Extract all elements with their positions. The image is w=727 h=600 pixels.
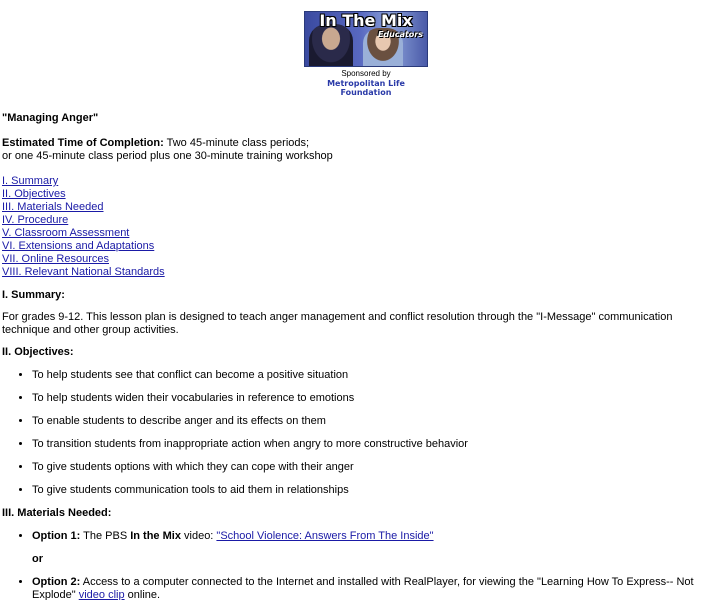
lesson-content bbox=[2, 112, 720, 600]
objective-item: • To enable students to describe anger and its effects on them bbox=[32, 415, 720, 428]
option2-label: Option 2: bbox=[32, 576, 81, 588]
option1-label: Option 1: bbox=[32, 530, 81, 542]
table-of-contents bbox=[2, 175, 720, 279]
school-violence-video-link[interactable]: "School Violence: Answers From The Inside" bbox=[216, 530, 434, 542]
logo-subtitle: Educators bbox=[377, 30, 423, 39]
objective-item: • To give students communication tools to aid them in relationships bbox=[32, 484, 720, 497]
objective-item: • To help students see that conflict can become a positive situation bbox=[32, 369, 720, 382]
sponsor-logo[interactable] bbox=[304, 79, 428, 97]
sponsor-name-line1: Metropolitan Life bbox=[327, 79, 405, 88]
header-banner bbox=[304, 11, 428, 97]
time-estimate bbox=[2, 137, 720, 163]
time-value-2: or one 45-minute class period plus one 30-minute training workshop bbox=[2, 150, 333, 162]
materials-list bbox=[2, 530, 720, 543]
material-option-2 bbox=[32, 576, 720, 600]
toc-link-online-resources[interactable]: VII. Online Resources bbox=[2, 253, 109, 265]
toc-link-procedure[interactable]: IV. Procedure bbox=[2, 214, 69, 226]
option2-text: Access to a computer connected to the Internet and installed with RealPlayer, for viewing the "Learning How To Express-- Not Explode" bbox=[32, 576, 694, 600]
toc-link-materials[interactable]: III. Materials Needed bbox=[2, 201, 104, 213]
material-option-1 bbox=[32, 530, 720, 543]
summary-heading: I. Summary: bbox=[2, 289, 65, 301]
toc-link-objectives[interactable]: II. Objectives bbox=[2, 188, 66, 200]
toc-link-standards[interactable]: VIII. Relevant National Standards bbox=[2, 266, 165, 278]
video-clip-link[interactable]: video clip bbox=[78, 589, 125, 600]
objectives-heading: II. Objectives: bbox=[2, 346, 74, 358]
student-photo-left bbox=[309, 24, 353, 66]
sponsor-name-line2: Foundation bbox=[340, 88, 392, 97]
objective-item: • To help students widen their vocabularies in reference to emotions bbox=[32, 392, 720, 405]
option1-mid: video: bbox=[180, 530, 217, 542]
objective-item: • To transition students from inappropriate action when angry to more constructive behavior bbox=[32, 438, 720, 451]
toc-link-extensions[interactable]: VI. Extensions and Adaptations bbox=[2, 240, 155, 252]
objective-item: • To give students options with which they can cope with their anger bbox=[32, 461, 720, 474]
materials-list-2 bbox=[2, 576, 720, 600]
toc-link-summary[interactable]: I. Summary bbox=[2, 175, 59, 187]
sponsored-by-label: Sponsored by bbox=[341, 69, 391, 78]
in-the-mix-logo[interactable] bbox=[304, 11, 428, 67]
option1-pre: The PBS bbox=[80, 530, 131, 542]
materials-heading: III. Materials Needed: bbox=[2, 507, 112, 519]
summary-text: For grades 9-12. This lesson plan is designed to teach anger management and conflict resolution through the "I-Message" communication technique and other group activities. bbox=[2, 311, 673, 336]
time-value: Two 45-minute class periods; bbox=[163, 137, 310, 149]
objectives-list bbox=[2, 369, 720, 497]
or-separator: or bbox=[32, 553, 43, 565]
lesson-title: "Managing Anger" bbox=[2, 112, 99, 124]
toc-link-assessment[interactable]: V. Classroom Assessment bbox=[2, 227, 130, 239]
option1-show: In the Mix bbox=[130, 530, 181, 542]
logo-title: In The Mix bbox=[319, 11, 413, 30]
time-label: Estimated Time of Completion: bbox=[2, 137, 164, 149]
option2-end: online. bbox=[124, 589, 161, 600]
